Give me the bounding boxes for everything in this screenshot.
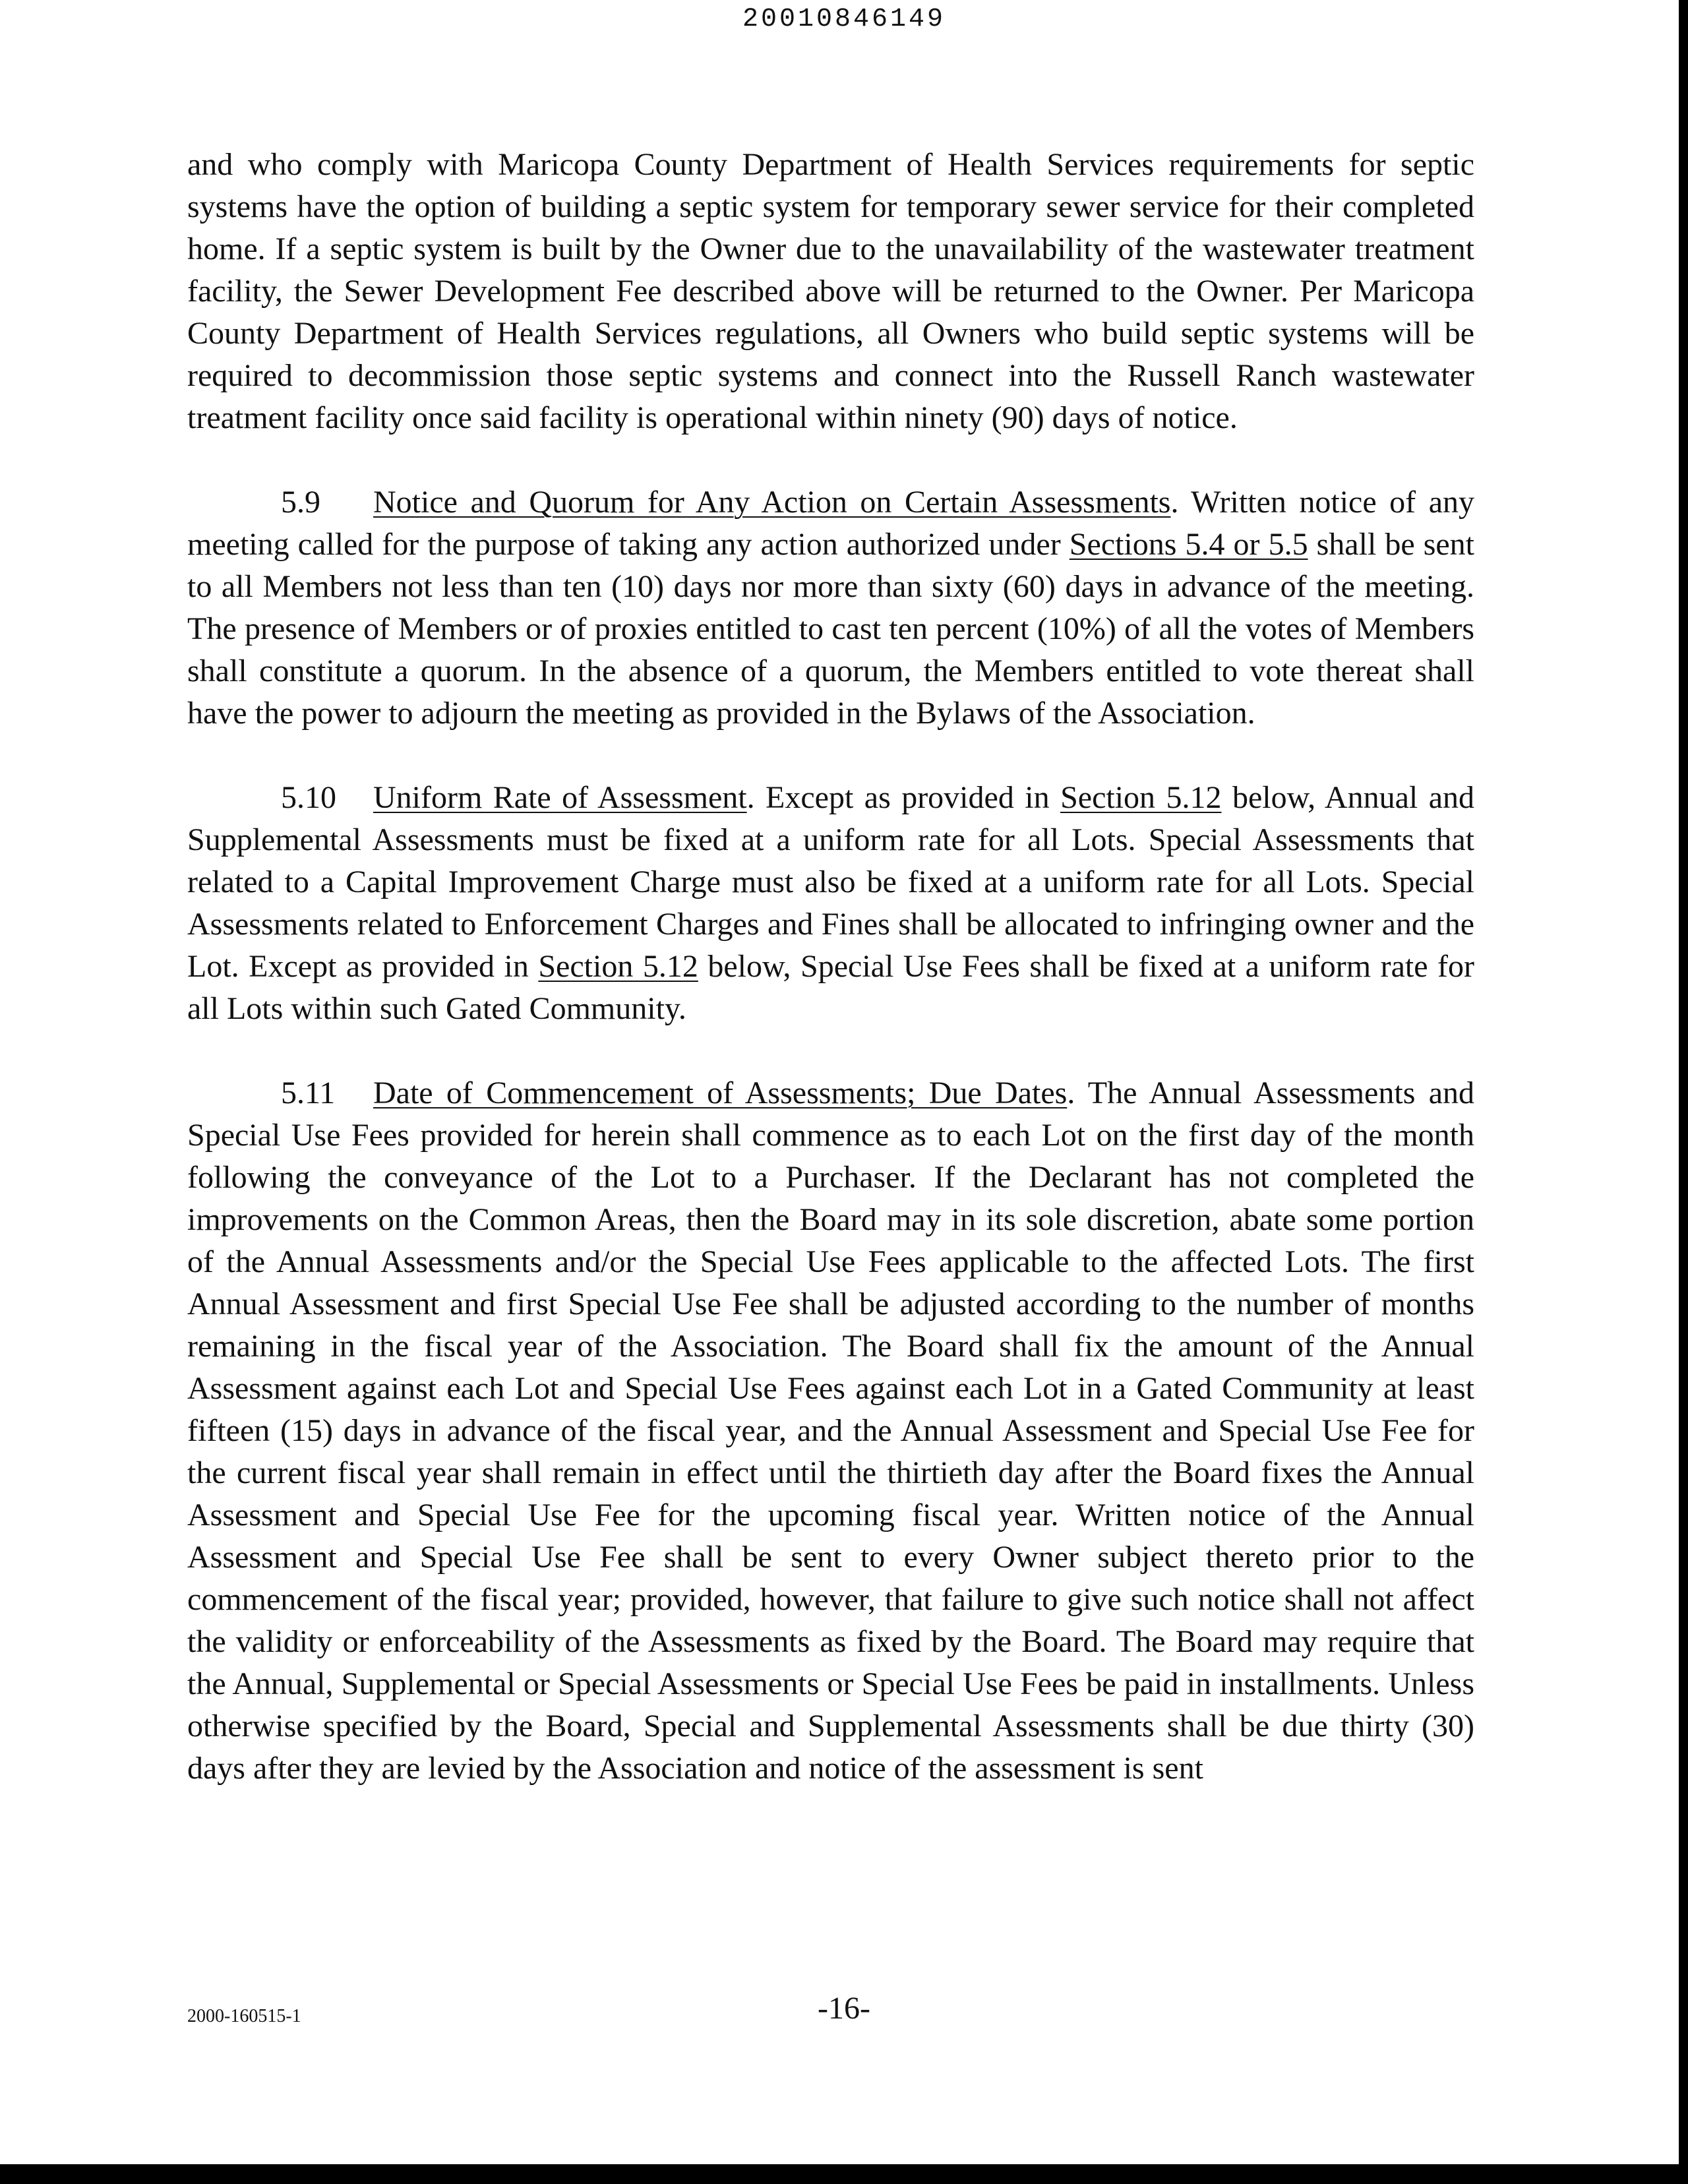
section-5-9 <box>187 481 1474 735</box>
section-number: 5.10 <box>281 780 336 815</box>
section-title: Notice and Quorum for Any Action on Certain Assessments <box>373 485 1171 520</box>
section-reference: Sections 5.4 or 5.5 <box>1069 527 1308 562</box>
document-body <box>187 144 1474 1790</box>
section-title: Uniform Rate of Assessment <box>373 780 747 815</box>
document-number: 20010846149 <box>742 5 946 34</box>
page-number: -16- <box>818 1991 870 2026</box>
section-number: 5.11 <box>281 1076 336 1110</box>
section-number: 5.9 <box>281 485 320 520</box>
section-text: below, Special Use Fees shall be fixed at a uniform rate for all Lots within such Gated Community. <box>187 949 1474 1026</box>
section-text: shall be sent to all Members not less than ten (10) days nor more than sixty (60) days in advance of the meeting. The presence of Members or of proxies entitled to cast ten percent (10%) of all the votes of Members shall constitute a quorum. In the absence of a quorum, the Members entitled to vote thereat shall have the power to adjourn the meeting as provided in the Bylaws of the Association. <box>187 527 1475 731</box>
scan-edge-bottom <box>0 2164 1688 2184</box>
paragraph-continuation: and who comply with Maricopa County Department of Health Services requirements for septic systems have the option of building a septic system for temporary sewer service for their completed home. If a septic system is built by the Owner due to the unavailability of the wastewater treatment facility, the Sewer Development Fee described above will be returned to the Owner. Per Maricopa County Department of Health Services regulations, all Owners who build septic systems will be required to decommission those septic systems and connect into the Russell Ranch wastewater treatment facility once said facility is operational within ninety (90) days of notice. <box>187 147 1474 435</box>
section-5-11 <box>187 1072 1474 1790</box>
section-5-10 <box>187 777 1474 1030</box>
section-title: Date of Commencement of Assessments; Due Dates <box>373 1076 1068 1110</box>
footer-document-id: 2000-160515-1 <box>187 2006 301 2026</box>
section-text: . Written notice of any meeting called for the purpose of taking any action authorized under <box>187 485 1474 562</box>
section-reference: Section 5.12 <box>538 949 698 984</box>
section-text: below, Annual and Supplemental Assessments must be fixed at a uniform rate for all Lots. Special Assessments that related to a Capital Improvement Charge must also be fixed at a uniform rate for all Lots. Special Assessments related to Enforcement Charges and Fines shall be allocated to infringing owner and the Lot. Except as provided in <box>187 780 1474 984</box>
section-text: . Except as provided in <box>746 780 1061 815</box>
section-text: . The Annual Assessments and Special Use Fees provided for herein shall commence as to each Lot on the first day of the month following the conveyance of the Lot to a Purchaser. If the Declarant has not completed the improvements on the Common Areas, then the Board may in its sole discretion, abate some portion of the Annual Assessments and/or the Special Use Fees applicable to the affected Lots. The first Annual Assessment and first Special Use Fee shall be adjusted according to the number of months remaining in the fiscal year of the Association. The Board shall fix the amount of the Annual Assessment against each Lot and Special Use Fees against each Lot in a Gated Community at least fifteen (15) days in advance of the fiscal year, and the Annual Assessment and Special Use Fee for the current fiscal year shall remain in effect until the thirtieth day after the Board fixes the Annual Assessment and Special Use Fee for the upcoming fiscal year. Written notice of the Annual Assessment and Special Use Fee shall be sent to every Owner subject thereto prior to the commencement of the fiscal year; provided, however, that failure to give such notice shall not affect the validity or enforceability of the Assessments as fixed by the Board. The Board may require that the Annual, Supplemental or Special Assessments or Special Use Fees be paid in installments. Unless otherwise specified by the Board, Special and Supplemental Assessments shall be due thirty (30) days after they are levied by the Association and notice of the assessment is sent <box>187 1076 1474 1786</box>
section-reference: Section 5.12 <box>1060 780 1222 815</box>
scan-edge-right <box>1679 0 1688 2184</box>
